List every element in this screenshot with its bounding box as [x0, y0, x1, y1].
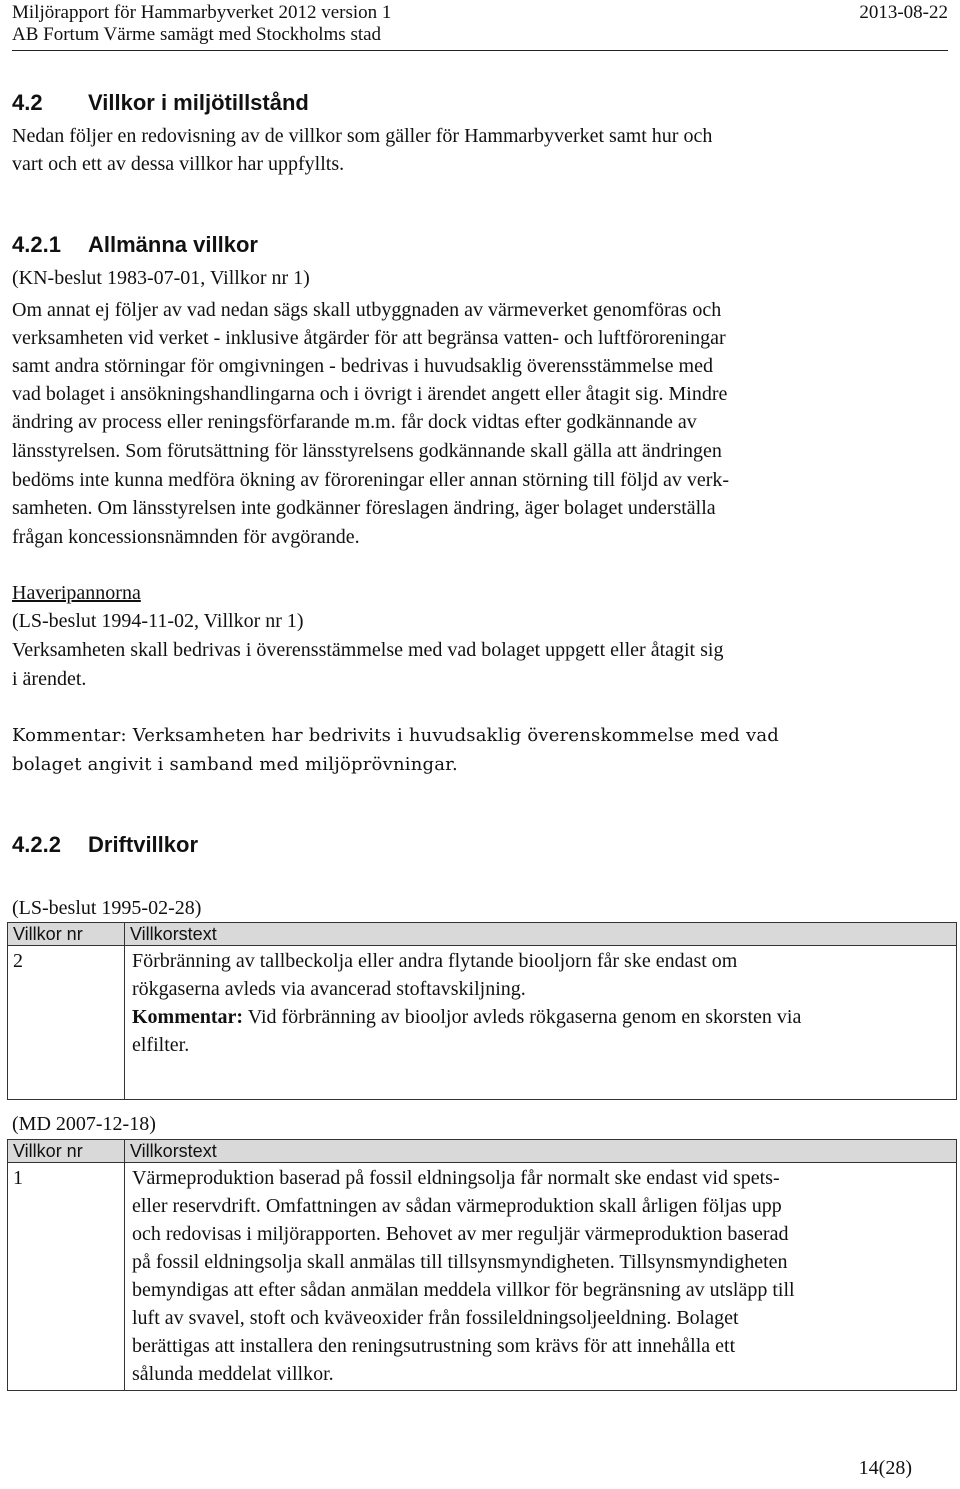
condition-text-line: eller reservdrift. Omfattningen av sådan värmeproduktion skall årligen följas upp [132, 1195, 782, 1217]
section-title: Allmänna villkor [88, 232, 258, 257]
section-number: 4.2 [12, 90, 43, 115]
condition-comment [132, 1003, 950, 1031]
paragraph-line: verksamheten vid verket - inklusive åtgärder för att begränsa vatten- och luftföroreningar [12, 327, 726, 349]
condition-text-line: på fossil eldningsolja skall anmälas till tillsynsmyndigheten. Tillsynsmyndigheten [132, 1251, 788, 1273]
conditions-table-1 [7, 922, 957, 1100]
report-title: Miljörapport för Hammarbyverket 2012 version 1 [12, 2, 392, 23]
condition-number: 1 [8, 1163, 125, 1391]
condition-text-line: Förbränning av tallbeckolja eller andra flytande biooljorn får ske endast om [132, 950, 738, 972]
condition-text-line: berättigas att installera den reningsutrustning som krävs för att innehålla ett [132, 1335, 736, 1357]
column-header-villkor-nr: Villkor nr [8, 923, 125, 946]
decision-reference: (LS-beslut 1995-02-28) [12, 897, 202, 919]
paragraph-line: länsstyrelsen. Som förutsättning för länsstyrelsens godkännande skall gälla att ändringen [12, 440, 722, 462]
table-header-row [8, 1140, 957, 1163]
decision-reference: (LS-beslut 1994-11-02, Villkor nr 1) [12, 610, 304, 632]
paragraph-line: Verksamheten skall bedrivas i överensstämmelse med vad bolaget uppgett eller åtagit sig [12, 639, 724, 661]
paragraph-line: vad bolaget i ansökningshandlingarna och i övrigt i ärendet angett eller åtagit sig. Mindre [12, 383, 728, 405]
page-header [12, 2, 948, 24]
section-heading-4-2 [12, 90, 309, 116]
company-name: AB Fortum Värme samägt med Stockholms stad [12, 24, 382, 45]
table-row [8, 946, 957, 1100]
section-number: 4.2.1 [12, 232, 61, 257]
paragraph-line: frågan koncessionsnämnden för avgörande. [12, 526, 360, 548]
section-heading-4-2-2 [12, 832, 198, 858]
paragraph-line: bedöms inte kunna medföra ökning av föroreningar eller annan störning till följd av verk- [12, 469, 730, 491]
comment-label: Kommentar: [132, 1006, 244, 1028]
decision-reference: (MD 2007-12-18) [12, 1113, 156, 1135]
conditions-table-2 [7, 1139, 957, 1391]
paragraph-line: Om annat ej följer av vad nedan sägs skall utbyggnaden av värmeverket genomföras och [12, 299, 722, 321]
column-header-villkorstext: Villkorstext [125, 1140, 957, 1163]
table-row [8, 1163, 957, 1391]
paragraph-line: samt andra störningar för omgivningen - bedrivas i huvudsaklig överensstämmelse med [12, 355, 713, 377]
comment-text: Vid förbränning av biooljor avleds rökgaserna genom en skorsten via [243, 1006, 802, 1028]
condition-comment-cont: elfilter. [132, 1034, 190, 1056]
decision-reference: (KN-beslut 1983-07-01, Villkor nr 1) [12, 267, 310, 289]
comment-line: bolaget angivit i samband med miljöprövningar. [12, 754, 458, 775]
condition-text-line: sålunda meddelat villkor. [132, 1363, 334, 1385]
section-number: 4.2.2 [12, 832, 61, 857]
condition-number: 2 [8, 946, 125, 1100]
comment-line: Kommentar: Verksamheten har bedrivits i huvudsaklig överenskommelse med vad [12, 725, 779, 746]
column-header-villkor-nr: Villkor nr [8, 1140, 125, 1163]
column-header-villkorstext: Villkorstext [125, 923, 957, 946]
header-rule [12, 50, 948, 51]
condition-text-line: Värmeproduktion baserad på fossil eldningsolja får normalt ske endast vid spets- [132, 1167, 780, 1189]
paragraph-line: ändring av process eller reningsförfarande m.m. får dock vidtas efter godkännande av [12, 411, 697, 433]
report-date: 2013-08-22 [859, 2, 948, 23]
section-title: Driftvillkor [88, 832, 199, 857]
page-number: 14(28) [858, 1457, 912, 1479]
paragraph-line: i ärendet. [12, 668, 87, 690]
section-heading-4-2-1 [12, 232, 258, 258]
condition-text-cell [125, 946, 957, 1100]
section-title: Villkor i miljötillstånd [88, 90, 309, 115]
condition-text-line: bemyndigas att efter sådan anmälan meddela villkor för begränsning av utsläpp till [132, 1279, 795, 1301]
paragraph-line: vart och ett av dessa villkor har uppfyllts. [12, 153, 345, 175]
paragraph-line: Nedan följer en redovisning av de villkor som gäller för Hammarbyverket samt hur och [12, 125, 713, 147]
condition-text-line: och redovisas i miljörapporten. Behovet av mer reguljär värmeproduktion baserad [132, 1223, 789, 1245]
condition-text-cell [125, 1163, 957, 1391]
table-header-row [8, 923, 957, 946]
paragraph-line: samheten. Om länsstyrelsen inte godkänner föreslagen ändring, äger bolaget underställa [12, 497, 716, 519]
condition-text-line: rökgaserna avleds via avancerad stoftavskiljning. [132, 978, 526, 1000]
subheading-haveripannorna: Haveripannorna [12, 582, 141, 604]
condition-text-line: luft av svavel, stoft och kväveoxider från fossileldningsoljeeldning. Bolaget [132, 1307, 739, 1329]
